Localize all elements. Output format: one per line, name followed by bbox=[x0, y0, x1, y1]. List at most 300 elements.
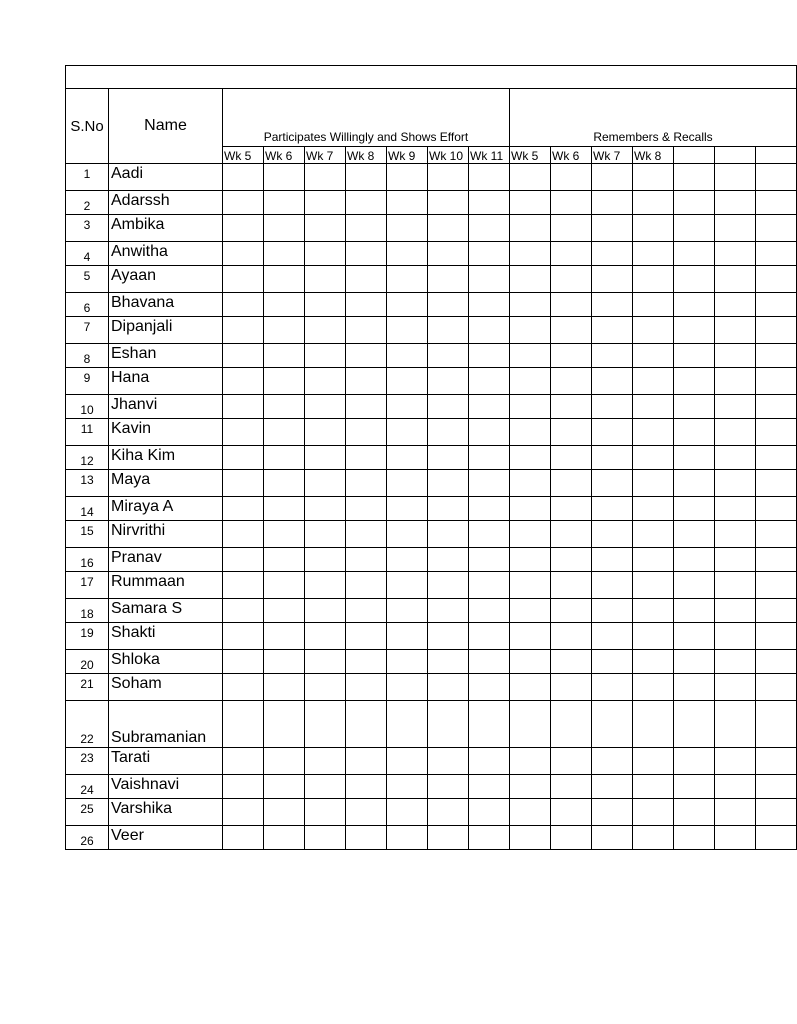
score-cell[interactable] bbox=[469, 572, 510, 599]
score-cell[interactable] bbox=[674, 317, 715, 344]
score-cell[interactable] bbox=[551, 674, 592, 701]
score-cell[interactable] bbox=[428, 164, 469, 191]
score-cell[interactable] bbox=[469, 521, 510, 548]
score-cell[interactable] bbox=[592, 470, 633, 497]
score-cell[interactable] bbox=[674, 293, 715, 317]
score-cell[interactable] bbox=[264, 799, 305, 826]
score-cell[interactable] bbox=[428, 623, 469, 650]
score-cell[interactable] bbox=[428, 497, 469, 521]
score-cell[interactable] bbox=[264, 826, 305, 850]
score-cell[interactable] bbox=[346, 266, 387, 293]
score-cell[interactable] bbox=[264, 599, 305, 623]
score-cell[interactable] bbox=[223, 701, 264, 748]
score-cell[interactable] bbox=[387, 548, 428, 572]
score-cell[interactable] bbox=[469, 775, 510, 799]
score-cell[interactable] bbox=[633, 470, 674, 497]
score-cell[interactable] bbox=[346, 674, 387, 701]
score-cell[interactable] bbox=[346, 344, 387, 368]
score-cell[interactable] bbox=[756, 191, 797, 215]
score-cell[interactable] bbox=[674, 242, 715, 266]
score-cell[interactable] bbox=[674, 799, 715, 826]
score-cell[interactable] bbox=[674, 548, 715, 572]
score-cell[interactable] bbox=[387, 344, 428, 368]
score-cell[interactable] bbox=[428, 572, 469, 599]
score-cell[interactable] bbox=[674, 164, 715, 191]
score-cell[interactable] bbox=[715, 242, 756, 266]
score-cell[interactable] bbox=[633, 599, 674, 623]
score-cell[interactable] bbox=[223, 395, 264, 419]
score-cell[interactable] bbox=[223, 548, 264, 572]
score-cell[interactable] bbox=[551, 521, 592, 548]
score-cell[interactable] bbox=[428, 266, 469, 293]
score-cell[interactable] bbox=[756, 674, 797, 701]
score-cell[interactable] bbox=[387, 572, 428, 599]
score-cell[interactable] bbox=[469, 395, 510, 419]
score-cell[interactable] bbox=[551, 599, 592, 623]
score-cell[interactable] bbox=[264, 674, 305, 701]
score-cell[interactable] bbox=[592, 395, 633, 419]
score-cell[interactable] bbox=[223, 419, 264, 446]
score-cell[interactable] bbox=[346, 775, 387, 799]
score-cell[interactable] bbox=[469, 446, 510, 470]
score-cell[interactable] bbox=[428, 650, 469, 674]
score-cell[interactable] bbox=[551, 572, 592, 599]
score-cell[interactable] bbox=[674, 674, 715, 701]
score-cell[interactable] bbox=[264, 748, 305, 775]
score-cell[interactable] bbox=[551, 395, 592, 419]
score-cell[interactable] bbox=[387, 368, 428, 395]
score-cell[interactable] bbox=[346, 650, 387, 674]
score-cell[interactable] bbox=[510, 650, 551, 674]
score-cell[interactable] bbox=[305, 395, 346, 419]
score-cell[interactable] bbox=[756, 650, 797, 674]
score-cell[interactable] bbox=[592, 599, 633, 623]
score-cell[interactable] bbox=[469, 344, 510, 368]
score-cell[interactable] bbox=[633, 344, 674, 368]
score-cell[interactable] bbox=[756, 826, 797, 850]
score-cell[interactable] bbox=[756, 701, 797, 748]
score-cell[interactable] bbox=[510, 497, 551, 521]
score-cell[interactable] bbox=[674, 266, 715, 293]
score-cell[interactable] bbox=[264, 344, 305, 368]
score-cell[interactable] bbox=[305, 470, 346, 497]
score-cell[interactable] bbox=[469, 599, 510, 623]
score-cell[interactable] bbox=[264, 317, 305, 344]
score-cell[interactable] bbox=[674, 446, 715, 470]
score-cell[interactable] bbox=[551, 650, 592, 674]
score-cell[interactable] bbox=[387, 293, 428, 317]
score-cell[interactable] bbox=[592, 446, 633, 470]
score-cell[interactable] bbox=[428, 242, 469, 266]
score-cell[interactable] bbox=[633, 521, 674, 548]
score-cell[interactable] bbox=[756, 293, 797, 317]
score-cell[interactable] bbox=[223, 799, 264, 826]
score-cell[interactable] bbox=[428, 446, 469, 470]
score-cell[interactable] bbox=[592, 521, 633, 548]
score-cell[interactable] bbox=[756, 623, 797, 650]
score-cell[interactable] bbox=[305, 164, 346, 191]
score-cell[interactable] bbox=[305, 775, 346, 799]
score-cell[interactable] bbox=[387, 674, 428, 701]
score-cell[interactable] bbox=[387, 650, 428, 674]
score-cell[interactable] bbox=[551, 548, 592, 572]
score-cell[interactable] bbox=[510, 215, 551, 242]
score-cell[interactable] bbox=[633, 215, 674, 242]
score-cell[interactable] bbox=[510, 395, 551, 419]
score-cell[interactable] bbox=[715, 215, 756, 242]
score-cell[interactable] bbox=[264, 164, 305, 191]
score-cell[interactable] bbox=[633, 572, 674, 599]
score-cell[interactable] bbox=[715, 826, 756, 850]
score-cell[interactable] bbox=[223, 368, 264, 395]
score-cell[interactable] bbox=[633, 775, 674, 799]
score-cell[interactable] bbox=[551, 497, 592, 521]
score-cell[interactable] bbox=[674, 748, 715, 775]
score-cell[interactable] bbox=[346, 623, 387, 650]
score-cell[interactable] bbox=[305, 446, 346, 470]
score-cell[interactable] bbox=[551, 344, 592, 368]
score-cell[interactable] bbox=[223, 497, 264, 521]
score-cell[interactable] bbox=[469, 266, 510, 293]
score-cell[interactable] bbox=[592, 419, 633, 446]
score-cell[interactable] bbox=[510, 748, 551, 775]
score-cell[interactable] bbox=[305, 748, 346, 775]
score-cell[interactable] bbox=[633, 191, 674, 215]
score-cell[interactable] bbox=[469, 497, 510, 521]
score-cell[interactable] bbox=[264, 548, 305, 572]
score-cell[interactable] bbox=[510, 799, 551, 826]
score-cell[interactable] bbox=[592, 368, 633, 395]
score-cell[interactable] bbox=[592, 242, 633, 266]
score-cell[interactable] bbox=[469, 242, 510, 266]
score-cell[interactable] bbox=[633, 368, 674, 395]
score-cell[interactable] bbox=[387, 701, 428, 748]
score-cell[interactable] bbox=[633, 748, 674, 775]
score-cell[interactable] bbox=[305, 548, 346, 572]
score-cell[interactable] bbox=[469, 650, 510, 674]
score-cell[interactable] bbox=[264, 395, 305, 419]
score-cell[interactable] bbox=[674, 599, 715, 623]
score-cell[interactable] bbox=[346, 293, 387, 317]
score-cell[interactable] bbox=[510, 599, 551, 623]
score-cell[interactable] bbox=[223, 266, 264, 293]
score-cell[interactable] bbox=[469, 317, 510, 344]
score-cell[interactable] bbox=[346, 470, 387, 497]
score-cell[interactable] bbox=[305, 826, 346, 850]
score-cell[interactable] bbox=[469, 623, 510, 650]
score-cell[interactable] bbox=[223, 293, 264, 317]
score-cell[interactable] bbox=[633, 548, 674, 572]
score-cell[interactable] bbox=[756, 215, 797, 242]
score-cell[interactable] bbox=[674, 521, 715, 548]
score-cell[interactable] bbox=[592, 164, 633, 191]
score-cell[interactable] bbox=[674, 572, 715, 599]
score-cell[interactable] bbox=[346, 215, 387, 242]
score-cell[interactable] bbox=[592, 650, 633, 674]
score-cell[interactable] bbox=[223, 748, 264, 775]
score-cell[interactable] bbox=[633, 799, 674, 826]
score-cell[interactable] bbox=[223, 650, 264, 674]
score-cell[interactable] bbox=[223, 191, 264, 215]
score-cell[interactable] bbox=[715, 572, 756, 599]
score-cell[interactable] bbox=[387, 470, 428, 497]
score-cell[interactable] bbox=[633, 623, 674, 650]
score-cell[interactable] bbox=[346, 799, 387, 826]
score-cell[interactable] bbox=[510, 470, 551, 497]
score-cell[interactable] bbox=[387, 215, 428, 242]
score-cell[interactable] bbox=[674, 826, 715, 850]
score-cell[interactable] bbox=[633, 446, 674, 470]
score-cell[interactable] bbox=[428, 344, 469, 368]
score-cell[interactable] bbox=[469, 215, 510, 242]
score-cell[interactable] bbox=[633, 242, 674, 266]
score-cell[interactable] bbox=[387, 164, 428, 191]
score-cell[interactable] bbox=[387, 419, 428, 446]
score-cell[interactable] bbox=[715, 599, 756, 623]
score-cell[interactable] bbox=[223, 674, 264, 701]
score-cell[interactable] bbox=[715, 368, 756, 395]
score-cell[interactable] bbox=[223, 446, 264, 470]
score-cell[interactable] bbox=[551, 317, 592, 344]
score-cell[interactable] bbox=[592, 215, 633, 242]
score-cell[interactable] bbox=[756, 266, 797, 293]
score-cell[interactable] bbox=[715, 497, 756, 521]
score-cell[interactable] bbox=[592, 701, 633, 748]
score-cell[interactable] bbox=[346, 548, 387, 572]
score-cell[interactable] bbox=[510, 368, 551, 395]
score-cell[interactable] bbox=[428, 470, 469, 497]
score-cell[interactable] bbox=[510, 344, 551, 368]
score-cell[interactable] bbox=[428, 775, 469, 799]
score-cell[interactable] bbox=[264, 419, 305, 446]
score-cell[interactable] bbox=[756, 344, 797, 368]
score-cell[interactable] bbox=[715, 775, 756, 799]
score-cell[interactable] bbox=[346, 191, 387, 215]
score-cell[interactable] bbox=[428, 191, 469, 215]
score-cell[interactable] bbox=[756, 572, 797, 599]
score-cell[interactable] bbox=[223, 599, 264, 623]
score-cell[interactable] bbox=[305, 242, 346, 266]
score-cell[interactable] bbox=[469, 799, 510, 826]
score-cell[interactable] bbox=[387, 521, 428, 548]
score-cell[interactable] bbox=[305, 293, 346, 317]
score-cell[interactable] bbox=[264, 191, 305, 215]
score-cell[interactable] bbox=[592, 748, 633, 775]
score-cell[interactable] bbox=[510, 419, 551, 446]
score-cell[interactable] bbox=[715, 419, 756, 446]
score-cell[interactable] bbox=[469, 826, 510, 850]
score-cell[interactable] bbox=[305, 572, 346, 599]
score-cell[interactable] bbox=[592, 191, 633, 215]
score-cell[interactable] bbox=[223, 470, 264, 497]
score-cell[interactable] bbox=[756, 368, 797, 395]
score-cell[interactable] bbox=[551, 242, 592, 266]
score-cell[interactable] bbox=[510, 521, 551, 548]
score-cell[interactable] bbox=[715, 446, 756, 470]
score-cell[interactable] bbox=[223, 215, 264, 242]
score-cell[interactable] bbox=[551, 799, 592, 826]
score-cell[interactable] bbox=[346, 164, 387, 191]
score-cell[interactable] bbox=[592, 572, 633, 599]
score-cell[interactable] bbox=[551, 623, 592, 650]
score-cell[interactable] bbox=[305, 344, 346, 368]
score-cell[interactable] bbox=[346, 446, 387, 470]
score-cell[interactable] bbox=[715, 344, 756, 368]
score-cell[interactable] bbox=[305, 623, 346, 650]
score-cell[interactable] bbox=[592, 775, 633, 799]
score-cell[interactable] bbox=[346, 521, 387, 548]
score-cell[interactable] bbox=[428, 317, 469, 344]
score-cell[interactable] bbox=[223, 775, 264, 799]
score-cell[interactable] bbox=[223, 344, 264, 368]
score-cell[interactable] bbox=[551, 419, 592, 446]
score-cell[interactable] bbox=[305, 701, 346, 748]
score-cell[interactable] bbox=[756, 419, 797, 446]
score-cell[interactable] bbox=[387, 317, 428, 344]
score-cell[interactable] bbox=[346, 242, 387, 266]
score-cell[interactable] bbox=[223, 826, 264, 850]
score-cell[interactable] bbox=[592, 799, 633, 826]
score-cell[interactable] bbox=[756, 446, 797, 470]
score-cell[interactable] bbox=[674, 497, 715, 521]
score-cell[interactable] bbox=[510, 317, 551, 344]
score-cell[interactable] bbox=[756, 599, 797, 623]
score-cell[interactable] bbox=[469, 674, 510, 701]
score-cell[interactable] bbox=[469, 419, 510, 446]
score-cell[interactable] bbox=[387, 497, 428, 521]
score-cell[interactable] bbox=[428, 674, 469, 701]
score-cell[interactable] bbox=[428, 368, 469, 395]
score-cell[interactable] bbox=[715, 266, 756, 293]
score-cell[interactable] bbox=[674, 701, 715, 748]
score-cell[interactable] bbox=[346, 317, 387, 344]
score-cell[interactable] bbox=[633, 317, 674, 344]
score-cell[interactable] bbox=[346, 419, 387, 446]
score-cell[interactable] bbox=[715, 293, 756, 317]
score-cell[interactable] bbox=[305, 799, 346, 826]
score-cell[interactable] bbox=[305, 215, 346, 242]
score-cell[interactable] bbox=[346, 368, 387, 395]
score-cell[interactable] bbox=[264, 572, 305, 599]
score-cell[interactable] bbox=[756, 242, 797, 266]
score-cell[interactable] bbox=[551, 191, 592, 215]
score-cell[interactable] bbox=[305, 650, 346, 674]
score-cell[interactable] bbox=[305, 368, 346, 395]
score-cell[interactable] bbox=[305, 191, 346, 215]
score-cell[interactable] bbox=[715, 470, 756, 497]
score-cell[interactable] bbox=[387, 191, 428, 215]
score-cell[interactable] bbox=[510, 674, 551, 701]
score-cell[interactable] bbox=[346, 701, 387, 748]
score-cell[interactable] bbox=[715, 674, 756, 701]
score-cell[interactable] bbox=[592, 826, 633, 850]
score-cell[interactable] bbox=[715, 799, 756, 826]
score-cell[interactable] bbox=[428, 395, 469, 419]
score-cell[interactable] bbox=[592, 317, 633, 344]
score-cell[interactable] bbox=[264, 266, 305, 293]
score-cell[interactable] bbox=[264, 701, 305, 748]
score-cell[interactable] bbox=[469, 748, 510, 775]
score-cell[interactable] bbox=[674, 775, 715, 799]
score-cell[interactable] bbox=[346, 599, 387, 623]
score-cell[interactable] bbox=[387, 266, 428, 293]
score-cell[interactable] bbox=[715, 191, 756, 215]
score-cell[interactable] bbox=[715, 748, 756, 775]
score-cell[interactable] bbox=[510, 191, 551, 215]
score-cell[interactable] bbox=[510, 293, 551, 317]
score-cell[interactable] bbox=[428, 701, 469, 748]
score-cell[interactable] bbox=[592, 623, 633, 650]
score-cell[interactable] bbox=[551, 266, 592, 293]
score-cell[interactable] bbox=[264, 775, 305, 799]
score-cell[interactable] bbox=[223, 521, 264, 548]
score-cell[interactable] bbox=[633, 293, 674, 317]
score-cell[interactable] bbox=[674, 470, 715, 497]
score-cell[interactable] bbox=[715, 548, 756, 572]
score-cell[interactable] bbox=[756, 748, 797, 775]
score-cell[interactable] bbox=[510, 266, 551, 293]
score-cell[interactable] bbox=[305, 674, 346, 701]
score-cell[interactable] bbox=[223, 572, 264, 599]
score-cell[interactable] bbox=[551, 368, 592, 395]
score-cell[interactable] bbox=[592, 266, 633, 293]
score-cell[interactable] bbox=[756, 775, 797, 799]
score-cell[interactable] bbox=[305, 599, 346, 623]
score-cell[interactable] bbox=[428, 548, 469, 572]
score-cell[interactable] bbox=[428, 826, 469, 850]
score-cell[interactable] bbox=[305, 419, 346, 446]
score-cell[interactable] bbox=[469, 548, 510, 572]
score-cell[interactable] bbox=[305, 317, 346, 344]
score-cell[interactable] bbox=[633, 419, 674, 446]
score-cell[interactable] bbox=[428, 419, 469, 446]
score-cell[interactable] bbox=[633, 164, 674, 191]
score-cell[interactable] bbox=[674, 215, 715, 242]
score-cell[interactable] bbox=[592, 548, 633, 572]
score-cell[interactable] bbox=[346, 826, 387, 850]
score-cell[interactable] bbox=[428, 748, 469, 775]
score-cell[interactable] bbox=[264, 623, 305, 650]
score-cell[interactable] bbox=[510, 775, 551, 799]
score-cell[interactable] bbox=[305, 266, 346, 293]
score-cell[interactable] bbox=[715, 164, 756, 191]
score-cell[interactable] bbox=[674, 191, 715, 215]
score-cell[interactable] bbox=[756, 470, 797, 497]
score-cell[interactable] bbox=[551, 470, 592, 497]
score-cell[interactable] bbox=[633, 826, 674, 850]
score-cell[interactable] bbox=[510, 572, 551, 599]
score-cell[interactable] bbox=[633, 701, 674, 748]
score-cell[interactable] bbox=[633, 650, 674, 674]
score-cell[interactable] bbox=[510, 548, 551, 572]
score-cell[interactable] bbox=[264, 215, 305, 242]
score-cell[interactable] bbox=[264, 368, 305, 395]
score-cell[interactable] bbox=[592, 674, 633, 701]
score-cell[interactable] bbox=[551, 215, 592, 242]
score-cell[interactable] bbox=[264, 521, 305, 548]
score-cell[interactable] bbox=[715, 317, 756, 344]
score-cell[interactable] bbox=[756, 317, 797, 344]
score-cell[interactable] bbox=[756, 164, 797, 191]
score-cell[interactable] bbox=[387, 748, 428, 775]
score-cell[interactable] bbox=[469, 368, 510, 395]
score-cell[interactable] bbox=[305, 497, 346, 521]
score-cell[interactable] bbox=[346, 748, 387, 775]
score-cell[interactable] bbox=[674, 650, 715, 674]
score-cell[interactable] bbox=[305, 521, 346, 548]
score-cell[interactable] bbox=[264, 650, 305, 674]
score-cell[interactable] bbox=[428, 293, 469, 317]
